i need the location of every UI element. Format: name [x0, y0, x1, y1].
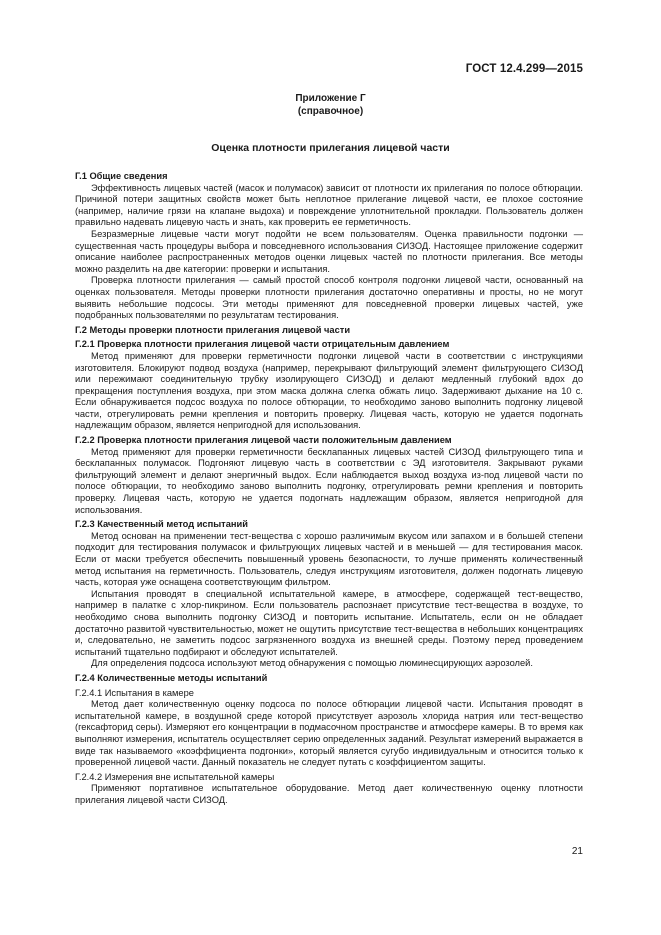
paragraph: Для определения подсоса используют метод обнаружения с помощью люминесцирующих аэрозолей. [91, 658, 533, 669]
section-heading-g22: Г.2.2 Проверка плотности прилегания лицевой части положительным давлением [75, 435, 452, 446]
appendix-heading [0, 92, 661, 118]
section-heading-g2: Г.2 Методы проверки плотности прилегания лицевой части [75, 324, 351, 335]
paragraph: Проверка плотности прилегания — самый простой способ контроля подгонки лицевой части, основанный на оценках пользователя. Методы проверки плотности прилегания достаточно оперативны и просты, но не могут выявить небольшие подсосы. Эти методы применяют для повседневной проверки лицевых частей, уже подобранных пользователями по результатам тестирования. [75, 275, 583, 321]
section-heading-g242: Г.2.4.2 Измерения вне испытательной камеры [75, 771, 275, 782]
document-body [75, 168, 583, 806]
paragraph: Испытания проводят в специальной испытательной камере, в атмосфере, содержащей тест-вещество, например в палатке с хлор-пикрином. Если пользователь распознает присутствие тест-вещества в воздухе, то необходимо снова выполнить подгонку СИЗОД и повторить испытание. Испытатель, если он не обладает достаточно развитой чувствительностью, может не ощутить присутствие тест-вещества в небольших концентрациях и, следовательно, не заметить подсос загрязненного воздуха из внешней среды. Поэтому перед проведением испытаний тщательно подбирают и обследуют испытателей. [75, 588, 583, 657]
paragraph: Метод основан на применении тест-вещества с хорошо различимым вкусом или запахом и в большей степени подходит для тестирования полумасок и фильтрующих лицевых частей и в меньшей — для тестирования масок. Если от маски требуется обеспечить повышенный уровень безопасности, то лучше применять количественный метод испытания на герметичность. Пользователь, следуя инструкциям изготовителя, должен подогнать лицевую часть, которая уже оснащена соответствующим фильтром. [75, 530, 583, 588]
paragraph: Метод дает количественную оценку подсоса по полосе обтюрации лицевой части. Испытания проводят в испытательной камере, в воздушной среде которой присутствует аэрозоль хлорида натрия или тест-вещество (гексафторид серы). Измеряют его концентрации в подмасочном пространстве и атмосфере камеры. В то время как выполняют измерения, испытатель осуществляет серию определенных заданий. Результат измерений выражается в виде так называемого «коэффициента подгонки», который является сугубо индивидуальным и относится только к проверенной лицевой части. Данный показатель не следует путать с коэффициентом защиты. [75, 699, 583, 768]
appendix-title: Приложение Г [295, 93, 366, 104]
paragraph: Метод применяют для проверки герметичности бесклапанных лицевых частей СИЗОД фильтрующего типа и бесклапанных полумасок. Подгоняют лицевую часть в соответствии с ЭД изготовителя. Закрывают руками фильтрующий элемент и делают энергичный выдох. Если наблюдается выход воздуха из-под лицевой части по полосе обтюрации, то необходимо заново выполнить подгонку, отрегулировать ремни крепления и повторить проверку. Лицевая часть, которую не удается подогнать надлежащим образом, является непригодной для использования. [75, 446, 583, 515]
section-heading-g24: Г.2.4 Количественные методы испытаний [75, 672, 268, 683]
page-number: 21 [571, 846, 583, 857]
section-heading-g21: Г.2.1 Проверка плотности прилегания лицевой части отрицательным давлением [75, 339, 450, 350]
page-title: Оценка плотности прилегания лицевой части [211, 142, 450, 154]
document-code: ГОСТ 12.4.299—2015 [465, 63, 583, 75]
section-heading-g241: Г.2.4.1 Испытания в камере [75, 687, 194, 698]
paragraph: Эффективность лицевых частей (масок и полумасок) зависит от плотности их прилегания по полосе обтюрации. Причиной потери защитных свойств может быть неплотное прилегание лицевой части, ее плохое состояние (например, наличие грязи на клапане выдоха) и повреждение уплотнительной прокладки. Пользователь должен правильно надевать лицевую часть и знать, как проверить ее герметичность. [75, 182, 583, 228]
section-heading-g23: Г.2.3 Качественный метод испытаний [75, 519, 248, 530]
paragraph: Метод применяют для проверки герметичности подгонки лицевой части в соответствии с инструкциями изготовителя. Блокируют подвод воздуха (например, перекрывают фильтрующий элемент фильтрующего СИЗОД или пережимают соединительную трубку изолирующего СИЗОД) и делают медленный глубокий вдох до прекращения поступления воздуха, при этом маска должна слегка обжать лицо. Задерживают дыхание на 10 с. Если обнаруживается подсос воздуха по полосе обтюрации, то необходимо заново выполнить подгонку лицевой части, отрегулировать ремни крепления и повторить проверку. Лицевая часть, которую не удается подогнать надлежащим образом, является непригодной для использования. [75, 350, 583, 431]
paragraph: Безразмерные лицевые части могут подойти не всем пользователям. Оценка правильности подгонки — существенная часть процедуры выбора и повседневного использования СИЗОД. Настоящее приложение содержит описание наиболее распространенных методов оценки лицевых частей по плотности прилегания. Все методы можно разделить на две категории: проверки и испытания. [75, 228, 583, 274]
paragraph: Применяют портативное испытательное оборудование. Метод дает количественную оценку плотности прилегания лицевой части СИЗОД. [75, 783, 583, 805]
section-heading-g1: Г.1 Общие сведения [75, 171, 168, 181]
appendix-subtitle: (справочное) [297, 106, 364, 117]
